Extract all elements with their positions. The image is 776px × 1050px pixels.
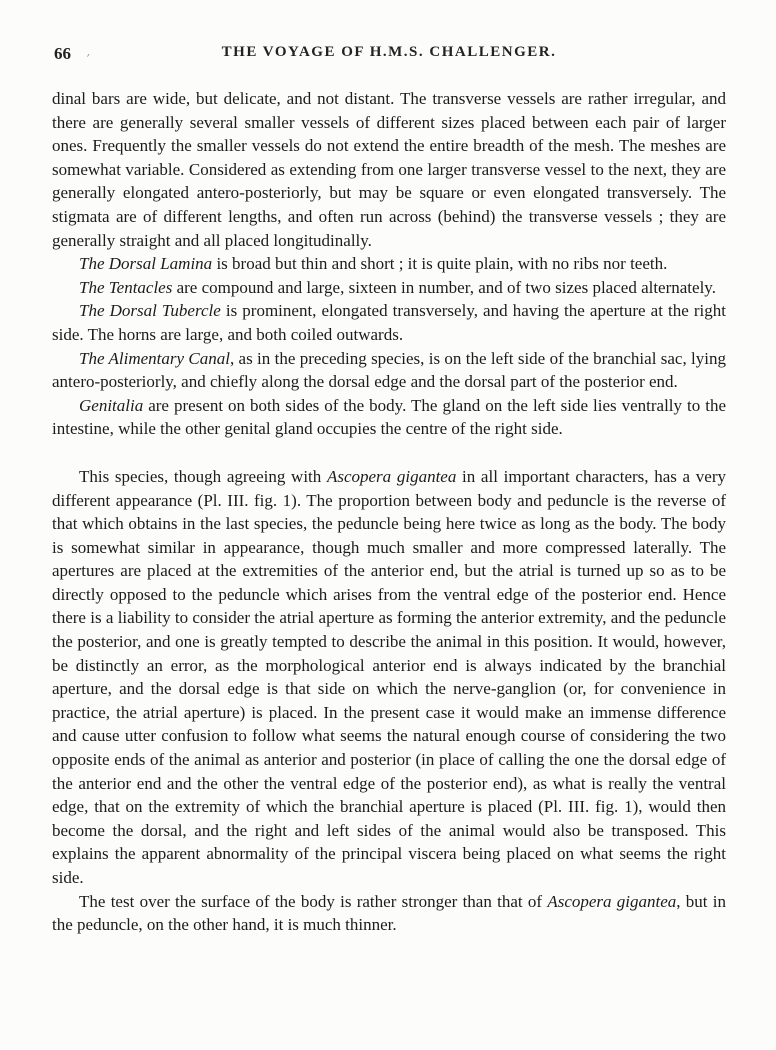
text-run: is broad but thin and short ; it is quite plain, with no ribs nor teeth. [212,254,668,274]
page-number: 66 [54,44,71,63]
text-run: , as in the preceding species, is on the left side of the branchial sac, lying antero-posteriorly, and chiefly along the dorsal edge and the dorsal part of the posterior end. [52,348,726,392]
scan-artifact: ʹ [84,50,91,66]
text-run: The test over the surface of the body is rather stronger than that of [79,891,548,911]
paragraph [52,299,726,346]
italic-text-run: The Tentacles [79,277,173,297]
paragraph [52,890,726,937]
text-run: are present on both sides of the body. The gland on the left side lies ventrally to the intestine, while the other genital gland occupies the centre of the right side. [52,395,726,439]
italic-text-run: Ascopera gigantea [547,891,677,911]
paragraph [52,465,726,890]
paragraph [52,87,726,252]
italic-text-run: The Dorsal Lamina [79,254,213,274]
page-body [52,87,726,937]
paragraph [52,394,726,441]
italic-text-run: Genitalia [79,395,144,415]
italic-text-run: The Alimentary Canal [79,348,230,368]
text-run: , but in the peduncle, on the other hand, it is much thinner. [52,891,727,935]
paragraph [52,252,726,276]
text-run: in all important characters, has a very different appearance (Pl. III. fig. 1). The proportion between body and peduncle is the reverse of that which obtains in the last species, the peduncle being here twice as long as the body. The body is somewhat similar in appearance, though much smaller and more compressed laterally. The apertures are placed at the extremities of the anterior end, but the atrial is turned up so as to be directly opposed to the peduncle which arises from the ventral edge of the posterior end. Hence there is a liability to consider the atrial aperture as forming the anterior extremity, and the peduncle the posterior, and one is greatly tempted to describe the animal in this position. It would, however, be distinctly an error, as the morphological anterior end is always indicated by the branchial aperture, and the dorsal edge is that side on which the nerve-ganglion (or, for convenience in practice, the atrial aperture) is placed. In the present case it would make an immense difference and cause utter confusion to follow what seems the natural enough course of considering the two opposite ends of the animal as anterior and posterior (in place of calling the one the dorsal edge of the anterior end and the other the ventral edge of the posterior end), as what is really the ventral edge, that on the extremity of which the branchial aperture is placed (Pl. III. fig. 1), would then become the dorsal, and the right and left sides of the animal would also be transposed. This explains the apparent abnormality of the principal viscera being placed on what seems the right side. [52,466,726,887]
italic-text-run: The Dorsal Tubercle [79,301,221,321]
running-header-title: THE VOYAGE OF H.M.S. CHALLENGER. [221,44,557,60]
text-run: is prominent, elongated transversely, and having the aperture at the right side. The horns are large, and both coiled outwards. [52,301,726,344]
italic-text-run: Ascopera gigantea [326,466,457,486]
text-run: are compound and large, sixteen in number, and of two sizes placed alternately. [172,277,716,297]
paragraph [52,347,726,394]
text-run: dinal bars are wide, but delicate, and not distant. The transverse vessels are rather irregular, and there are generally several smaller vessels of different sizes placed between each pair of larger ones. Frequently the smaller vessels do not extend the entire breadth of the mesh. The meshes are somewhat variable. Considered as extending from one larger transverse vessel to the next, they are generally elongated antero-posteriorly, but may be square or even elongated transversely. The stigmata are of different lengths, and often run across (behind) the transverse vessels ; they are generally straight and all placed longitudinally. [52,89,726,250]
page-header [52,44,726,66]
paragraph [52,276,726,300]
text-run: This species, though agreeing with [79,466,327,486]
